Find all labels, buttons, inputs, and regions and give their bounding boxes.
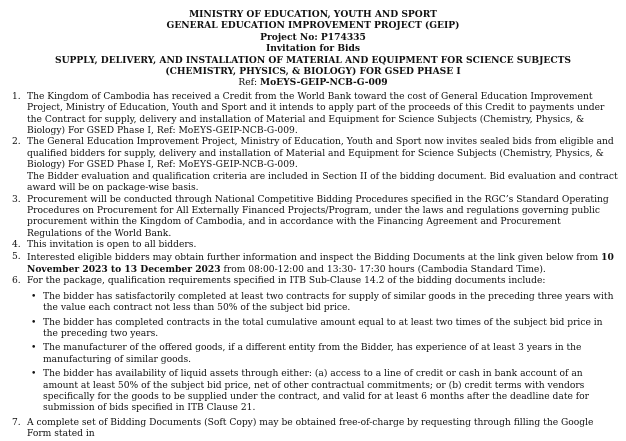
project-number: Project No: P174335 <box>260 31 366 43</box>
reference-value: MoEYS-GEIP-NCB-G-009 <box>260 77 388 89</box>
bullet-mark: • <box>31 317 37 328</box>
bullet-mark: • <box>31 369 37 380</box>
clause-text: Interested eligible bidders may obtain further information and inspect the Bidding Documents at the link given below from <box>27 252 602 263</box>
qualification-bullet <box>0 318 626 341</box>
clause-text: This invitation is open to all bidders. <box>27 240 197 251</box>
clause-text: The Kingdom of Cambodia has received a Credit from the World Bank toward the cost of General Education Improvement Project, Ministry of Education, Youth and Sport and it intends to apply part of the proceeds of this Credit to payments under the Contract for supply, delivery and installation of Material and Equipment for Science Subjects (Chemistry, Physics, & Biology) For GSED Phase I, Ref: MoEYS-GEIP-NCB-G-009. <box>27 91 605 137</box>
document-header <box>0 0 626 90</box>
bid-period-dates: 10 November 2023 to 13 December 2023 <box>27 251 614 275</box>
clause-text: The Bidder evaluation and qualification criteria are included in Section II of the bidding document. Bid evaluation and contract award will be on package-wise basis. <box>27 171 618 194</box>
clause-number: 2. <box>12 137 21 148</box>
subject-line-1: SUPPLY, DELIVERY, AND INSTALLATION OF MATERIAL AND EQUIPMENT FOR SCIENCE SUBJECTS <box>55 54 571 66</box>
clause-text: The General Education Improvement Project, Ministry of Education, Youth and Sport now invites sealed bids from eligible and qualified bidders for supply, delivery and installation of Material and Equipment for Science Subjects (Chemistry, Physics, & Biology) For GSED Phase I, Ref: MoEYS-GEIP-NCB-G-009. <box>27 137 614 171</box>
qualification-bullet <box>0 292 626 315</box>
bullet-text: The bidder has availability of liquid assets through either: (a) access to a line of credit or cash in bank account of an amount at least 50% of the subject bid price, net of other contractual commitments; or (b) credit terms with vendors specifically for the goods to be supplied under the contract, and valid for at least 6 months after the deadline date for submission of bids specified in ITB Clause 21. <box>43 369 590 414</box>
project-name: GENERAL EDUCATION IMPROVEMENT PROJECT (GEIP) <box>166 20 460 32</box>
ministry-name: MINISTRY OF EDUCATION, YOUTH AND SPORT <box>189 9 437 20</box>
clause-text: For the package, qualification requirements specified in ITB Sub-Clause 14.2 of the bidding documents include: <box>27 276 546 287</box>
clause-number: 3. <box>12 194 21 205</box>
qualification-bullet <box>0 343 626 366</box>
bullet-text: The bidder has satisfactorily completed at least two contracts for supply of similar goods in the preceding three years with the value each contract not less than 50% of the subject bid price. <box>43 291 614 314</box>
clause-2 <box>0 137 626 171</box>
bullet-mark: • <box>31 291 37 302</box>
clause-text: Procurement will be conducted through National Competitive Bidding Procedures specified in the RGC’s Standard Operating Procedures on Procurement for All Externally Financed Projects/Program, under the laws and regulations governing public procurement within the Kingdom of Cambodia, and in accordance with the Financing Agreement and Procurement Regulations of the World Bank. <box>27 194 609 239</box>
invitation-title: Invitation for Bids <box>265 43 361 55</box>
bullet-text: The manufacturer of the offered goods, if a different entity from the Bidder, has experience of at least 3 years in the manufacturing of similar goods. <box>43 343 582 365</box>
clause-number: 4. <box>12 240 21 251</box>
reference-line <box>0 77 626 89</box>
clause-text-tail: from 08:00-12:00 and 13:30- 17:30 hours (Cambodia Standard Time). <box>220 264 546 275</box>
clause-1 <box>0 92 626 138</box>
clause-4 <box>0 240 626 251</box>
clause-number: 6. <box>12 276 21 287</box>
clause-2-continued <box>0 172 626 195</box>
clause-number: 1. <box>12 91 21 102</box>
clause-3 <box>0 195 626 241</box>
clause-text: A complete set of Bidding Documents (Soft Copy) may be obtained free-of-charge by requesting through filling the Google Form stated in <box>27 417 594 440</box>
bullet-text: The bidder has completed contracts in the total cumulative amount equal to at least two times of the subject bid price in the preceding two years. <box>43 317 603 339</box>
clause-number: 7. <box>12 417 21 428</box>
bullet-mark: • <box>31 343 37 354</box>
clause-7 <box>0 418 626 441</box>
subject-line-2: (CHEMISTRY, PHYSICS, & BIOLOGY) FOR GSED PHASE I <box>165 66 461 78</box>
clause-number: 5. <box>12 251 21 262</box>
clause-5 <box>0 252 626 277</box>
clause-6 <box>0 276 626 287</box>
reference-label: Ref: <box>238 78 260 89</box>
